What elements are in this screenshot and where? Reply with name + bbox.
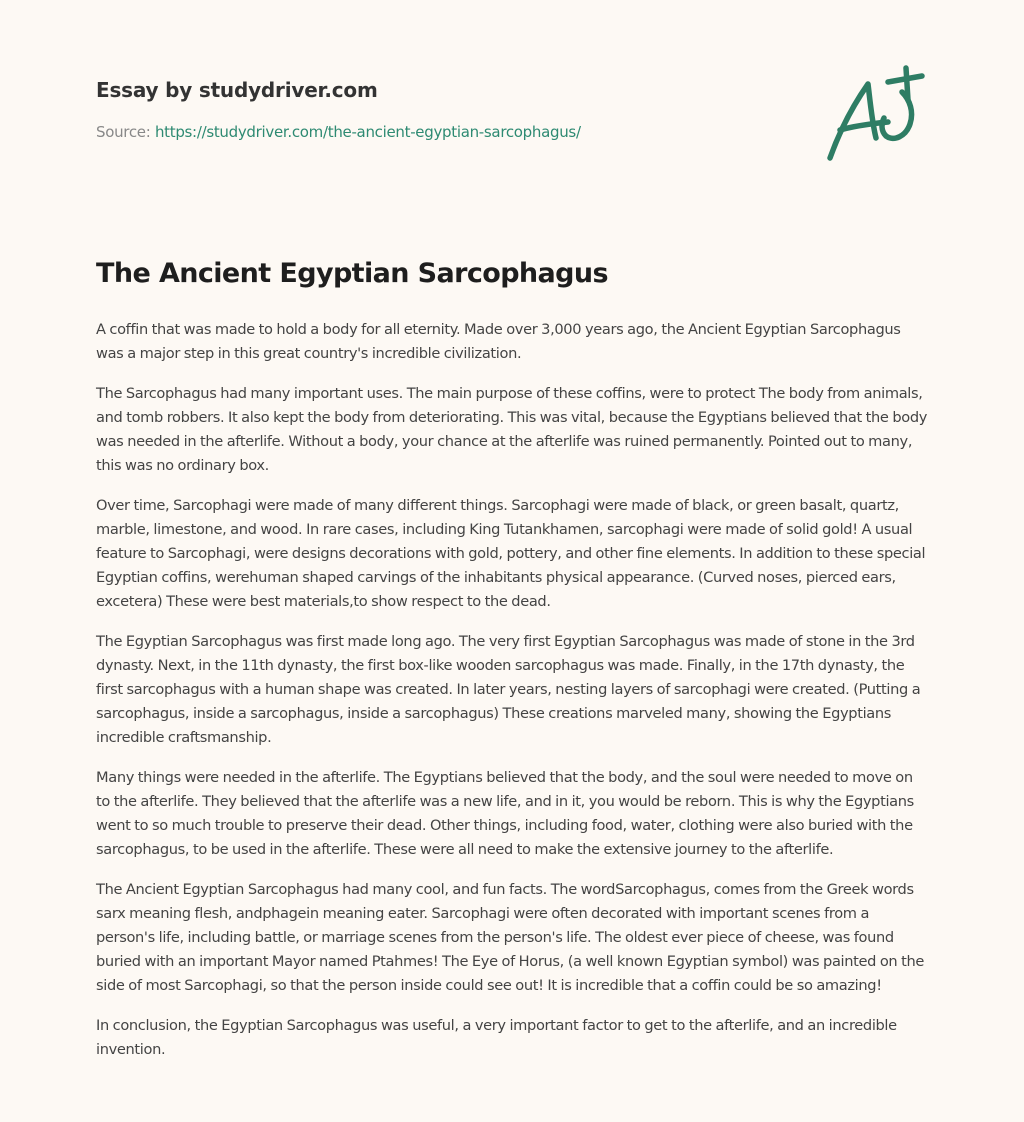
site-title: Essay by studydriver.com bbox=[96, 78, 378, 102]
essay-paragraph: The Ancient Egyptian Sarcophagus had many cool, and fun facts. The wordSarcophagus, comes from the Greek words sarx meaning flesh, andphagein meaning eater. Sarcophagi were often decorated with important scenes from a person's life, including battle, or marriage scenes from the person's life. The oldest ever piece of cheese, was found buried with an important Mayor named Ptahmes! The Eye of Horus, (a well known Egyptian symbol) was painted on the side of most Sarcophagi, so that the person inside could see out! It is incredible that a coffin could be so amazing! bbox=[96, 881, 925, 994]
source-label: Source: bbox=[96, 123, 151, 141]
essay-paragraph: A coffin that was made to hold a body for all eternity. Made over 3,000 years ago, the Ancient Egyptian Sarcophagus was a major step in this great country's incredible civilization. bbox=[96, 321, 901, 362]
essay-paragraph: In conclusion, the Egyptian Sarcophagus was useful, a very important factor to get to the afterlife, and an incredible invention. bbox=[96, 1017, 897, 1058]
source-line bbox=[96, 122, 796, 142]
essay-content bbox=[96, 256, 930, 1078]
essay-paragraph: The Sarcophagus had many important uses. The main purpose of these coffins, were to protect The body from animals, and tomb robbers. It also kept the body from deteriorating. This was vital, because the Egyptians believed that the body was needed in the afterlife. Without a body, your chance at the afterlife was ruined permanently. Pointed out to many, this was no ordinary box. bbox=[96, 385, 928, 474]
essay-title: The Ancient Egyptian Sarcophagus bbox=[96, 258, 608, 289]
source-link[interactable]: https://studydriver.com/the-ancient-egyptian-sarcophagus/ bbox=[154, 123, 581, 141]
a-plus-grade-icon bbox=[818, 64, 930, 168]
essay-paragraph: The Egyptian Sarcophagus was first made long ago. The very first Egyptian Sarcophagus was made of stone in the 3rd dynasty. Next, in the 11th dynasty, the first box-like wooden sarcophagus was made. Finally, in the 17th dynasty, the first sarcophagus with a human shape was created. In later years, nesting layers of sarcophagi were created. (Putting a sarcophagus, inside a sarcophagus, inside a sarcophagus) These creations marveled many, showing the Egyptians incredible craftsmanship. bbox=[96, 633, 921, 746]
essay-paragraph: Many things were needed in the afterlife. The Egyptians believed that the body, and the soul were needed to move on to the afterlife. They believed that the afterlife was a new life, and in it, you would be reborn. This is why the Egyptians went to so much trouble to preserve their dead. Other things, including food, water, clothing were also buried with the sarcophagus, to be used in the afterlife. These were all need to make the extensive journey to the afterlife. bbox=[96, 769, 914, 858]
essay-paragraph: Over time, Sarcophagi were made of many different things. Sarcophagi were made of black, or green basalt, quartz, marble, limestone, and wood. In rare cases, including King Tutankhamen, sarcophagi were made of solid gold! A usual feature to Sarcophagi, were designs decorations with gold, pottery, and other fine elements. In addition to these special Egyptian coffins, werehuman shaped carvings of the inhabitants physical appearance. (Curved noses, pierced ears, excetera) These were best materials,to show respect to the dead. bbox=[96, 497, 926, 610]
page-header bbox=[96, 76, 796, 142]
